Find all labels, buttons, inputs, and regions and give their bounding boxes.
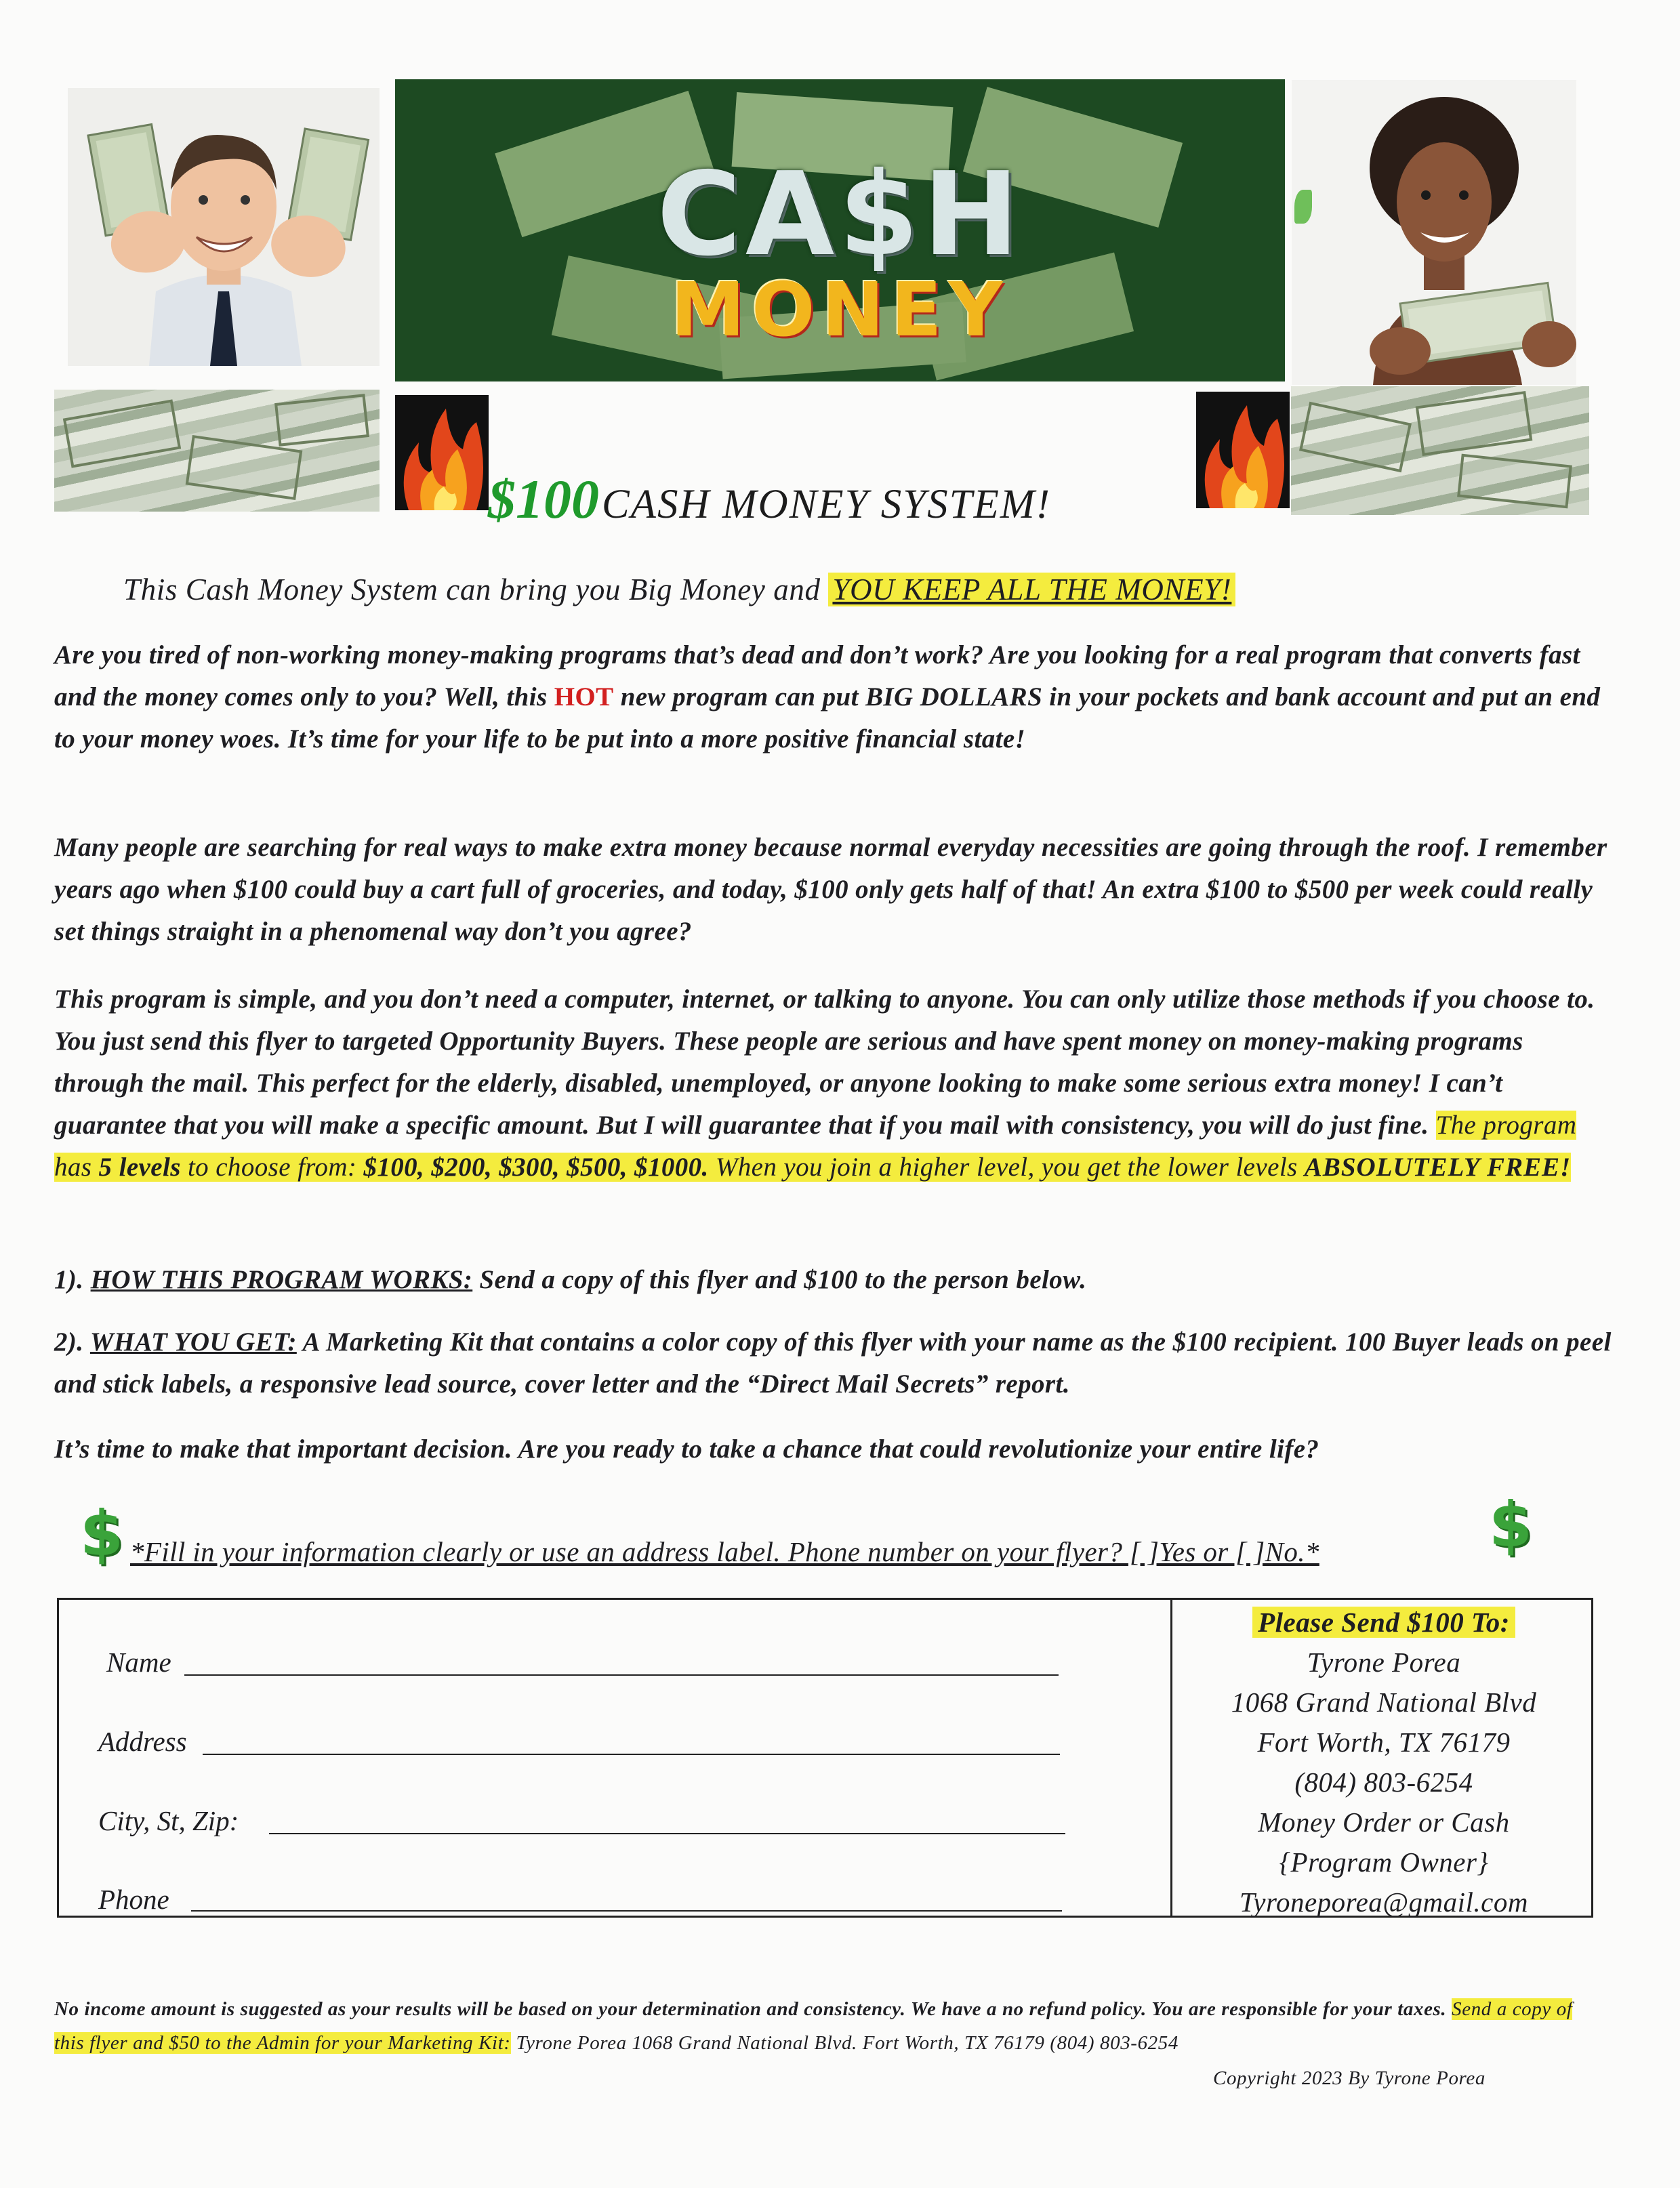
send-payment-to — [1174, 1600, 1593, 1922]
p3-h5: When you join a higher level, you get the lower levels — [715, 1153, 1298, 1182]
p3-h2: 5 levels — [98, 1153, 181, 1182]
disclaimer — [54, 1992, 1579, 2060]
intro-highlight: YOU KEEP ALL THE MONEY! — [828, 573, 1235, 606]
address-field[interactable] — [203, 1754, 1060, 1755]
p3-h4: $100, $200, $300, $500, $1000. — [363, 1153, 709, 1182]
green-leaf-decoration — [1294, 190, 1312, 224]
s1-number: 1). — [54, 1265, 84, 1294]
disclaimer-text: No income amount is suggested as your results will be based on your determination and consistency. We have a no refund policy. You are responsible for your taxes. — [54, 1998, 1447, 2020]
title-text: CASH MONEY SYSTEM! — [602, 482, 1051, 527]
recipient-phone: (804) 803-6254 — [1294, 1767, 1473, 1798]
paragraph-4 — [54, 1428, 1613, 1470]
hot-word: HOT — [554, 682, 614, 711]
s2-text: A Marketing Kit that contains a color copy of this flyer with your name as the $100 recipient. 100 Buyer leads on peel and stick labels, a responsive lead source, cover letter and the “Direct Mail Secrets” report. — [54, 1327, 1612, 1399]
woman-holding-money-photo — [1292, 80, 1576, 385]
fire-icon — [395, 395, 489, 510]
send-heading: Please Send $100 To: — [1252, 1607, 1515, 1638]
phone-label: Phone — [98, 1884, 169, 1915]
admin-kit-highlight: Send a copy of this flyer and $50 to the Admin for your Marketing Kit: — [54, 1998, 1573, 2054]
paragraph-2 — [54, 827, 1613, 953]
p3-h1: The program has — [54, 1111, 1577, 1182]
intro-line — [123, 569, 1479, 610]
money-bills-image-right — [1291, 386, 1589, 515]
logo-line-money: MONEY — [670, 266, 1010, 353]
paragraph-1 — [54, 634, 1613, 760]
recipient-email: Tyroneporea@gmail.com — [1239, 1886, 1528, 1918]
copyright: Copyright 2023 By Tyrone Porea — [1213, 2067, 1486, 2089]
section-how-it-works — [54, 1259, 1613, 1301]
money-bills-image-left — [54, 390, 380, 512]
name-label: Name — [106, 1647, 171, 1678]
section-what-you-get — [54, 1321, 1613, 1405]
dollar-sign-icon: $ — [1489, 1489, 1533, 1561]
logo-line-cash: CA$H — [657, 148, 1023, 282]
name-field[interactable] — [184, 1674, 1059, 1676]
city-state-zip-label: City, St, Zip: — [98, 1805, 239, 1836]
title-amount: $100 — [488, 468, 599, 530]
address-label: Address — [98, 1726, 187, 1757]
payment-method: Money Order or Cash — [1258, 1807, 1510, 1838]
phone-field[interactable] — [191, 1910, 1062, 1912]
p1-text-b: new program can put BIG DOLLARS in your pockets and bank account and put an end to your money woes. It’s time for your life to be put into a more positive financial state! — [54, 682, 1601, 754]
s1-heading: HOW THIS PROGRAM WORKS: — [90, 1265, 473, 1294]
disclaimer-address: Tyrone Porea 1068 Grand National Blvd. Fort Worth, TX 76179 (804) 803-6254 — [516, 2032, 1179, 2054]
s2-number: 2). — [54, 1327, 84, 1357]
order-form — [57, 1598, 1593, 1918]
cash-money-logo — [395, 79, 1285, 381]
dollar-sign-icon: $ — [80, 1498, 124, 1570]
p3-h3: to choose from: — [187, 1153, 357, 1182]
p2-text: Many people are searching for real ways to make extra money because normal everyday necessities are going through the roof. I remember years ago when $100 could buy a cart full of groceries, and today, $100 only gets half of that! An extra $100 to $500 per week could really set things straight in a phenomenal way don’t you agree? — [54, 833, 1607, 946]
fire-icon — [1196, 392, 1290, 508]
recipient-role: {Program Owner} — [1279, 1846, 1489, 1878]
intro-text: This Cash Money System can bring you Big Money and — [123, 573, 821, 606]
form-divider — [1170, 1600, 1172, 1916]
p3-h6: ABSOLUTELY FREE! — [1304, 1153, 1572, 1182]
page-title — [488, 468, 1206, 531]
s1-text: Send a copy of this flyer and $100 to the person below. — [479, 1265, 1087, 1294]
p1-text-a: Are you tired of non-working money-making programs that’s dead and don’t work? Are you looking for a real program that converts fast and the money comes only to you? Well, this — [54, 640, 1580, 711]
recipient-city: Fort Worth, TX 76179 — [1257, 1727, 1511, 1758]
paragraph-3 — [54, 978, 1613, 1189]
p4-text: It’s time to make that important decision. Are you ready to take a chance that could revolutionize your entire life? — [54, 1434, 1319, 1464]
man-holding-money-photo — [68, 88, 380, 366]
city-state-zip-field[interactable] — [269, 1833, 1065, 1834]
fill-in-instructions: *Fill in your information clearly or use an address label. Phone number on your flyer? [ ]Yes or [ ]No.* — [130, 1536, 1319, 1567]
recipient-name: Tyrone Porea — [1307, 1647, 1461, 1678]
p3-text: This program is simple, and you don’t need a computer, internet, or talking to anyone. You can only utilize those methods if you choose to. You just send this flyer to targeted Opportunity Buyers. These people are serious and have spent money on money-making programs through the mail. This perfect for the elderly, disabled, unemployed, or anyone looking to make some serious extra money! I can’t guarantee that you will make a specific amount. But I will guarantee that if you mail with consistency, you will do just fine. — [54, 985, 1595, 1140]
s2-heading: WHAT YOU GET: — [89, 1327, 297, 1357]
recipient-street: 1068 Grand National Blvd — [1231, 1687, 1537, 1718]
